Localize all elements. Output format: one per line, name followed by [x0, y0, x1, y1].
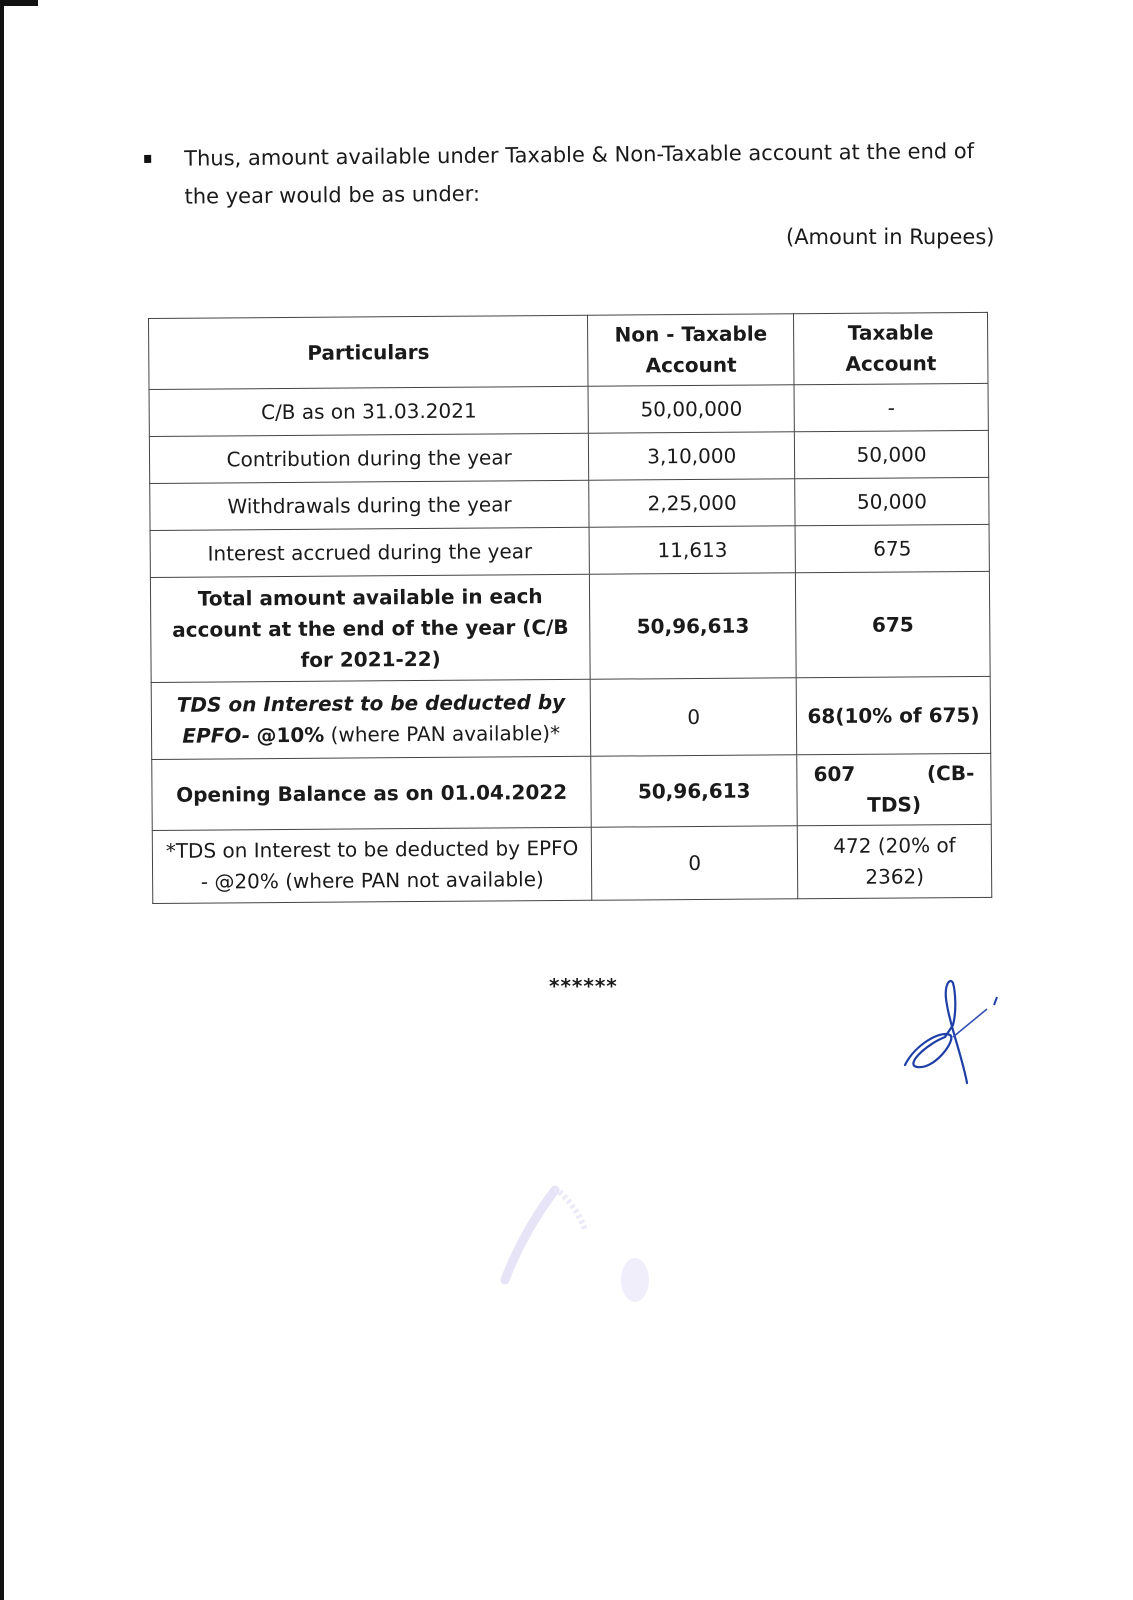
balances-table — [148, 312, 992, 904]
cell-taxable: 68(10% of 675) — [796, 676, 990, 754]
cell-particular: Opening Balance as on 01.04.2022 — [152, 756, 592, 830]
tds-rate: @10% — [256, 722, 325, 748]
table-row — [149, 430, 988, 483]
cell-non-taxable: 50,96,613 — [590, 573, 797, 680]
signature-icon — [895, 975, 1015, 1095]
table-row — [150, 524, 989, 577]
cell-particular: *TDS on Interest to be deducted by EPFO - @20% (where PAN not available) — [152, 827, 592, 903]
cell-non-taxable: 2,25,000 — [589, 479, 795, 528]
opening-taxable-note-b: TDS) — [867, 792, 922, 817]
table-row — [149, 383, 988, 436]
units-note: (Amount in Rupees) — [786, 225, 995, 249]
cell-taxable: 675 — [796, 571, 991, 677]
square-bullet-icon — [144, 155, 151, 163]
table-row-opening-balance — [152, 753, 991, 830]
table-header-row — [149, 312, 988, 389]
opening-taxable-value: 607 — [813, 761, 856, 787]
intro-text: Thus, amount available under Taxable & Non-Taxable account at the end of the year would be as under: — [184, 139, 975, 209]
faded-stamp-icon — [445, 1170, 665, 1340]
end-marker: ****** — [549, 974, 618, 998]
cell-non-taxable: 0 — [590, 678, 796, 757]
table-row-total — [150, 571, 990, 682]
header-taxable: Taxable Account — [794, 312, 988, 384]
table-row-tds-10 — [151, 676, 991, 759]
cell-non-taxable: 0 — [592, 826, 798, 901]
cell-non-taxable: 50,96,613 — [591, 755, 797, 828]
cell-particular: C/B as on 31.03.2021 — [149, 386, 589, 436]
tds-condition: (where PAN available)* — [330, 720, 561, 747]
header-non-taxable: Non - Taxable Account — [588, 314, 794, 387]
intro-paragraph — [144, 132, 1005, 216]
cell-taxable: 50,000 — [795, 430, 989, 478]
cell-taxable — [797, 753, 991, 825]
header-particulars: Particulars — [149, 315, 589, 389]
cell-particular: Contribution during the year — [149, 433, 589, 483]
cell-taxable: - — [794, 383, 988, 431]
cell-non-taxable: 3,10,000 — [589, 432, 795, 481]
cell-non-taxable: 50,00,000 — [588, 385, 794, 434]
scan-edge-top — [0, 0, 38, 6]
cell-particular: Total amount available in each account at the end of the year (C/B for 2021-22) — [150, 574, 590, 682]
cell-non-taxable: 11,613 — [589, 526, 795, 575]
table-row — [150, 477, 989, 530]
cell-particular: Withdrawals during the year — [150, 480, 590, 530]
cell-taxable: 472 (20% of 2362) — [797, 824, 991, 898]
opening-taxable-note-a: (CB- — [926, 760, 975, 786]
tds-label-italic: TDS on Interest to be deducted by EPFO- — [176, 689, 566, 748]
scan-edge-left — [0, 0, 4, 1600]
cell-taxable: 675 — [795, 524, 989, 572]
cell-particular: Interest accrued during the year — [150, 527, 590, 577]
cell-particular — [151, 679, 591, 759]
table-row-tds-20 — [152, 824, 992, 903]
cell-taxable: 50,000 — [795, 477, 989, 525]
